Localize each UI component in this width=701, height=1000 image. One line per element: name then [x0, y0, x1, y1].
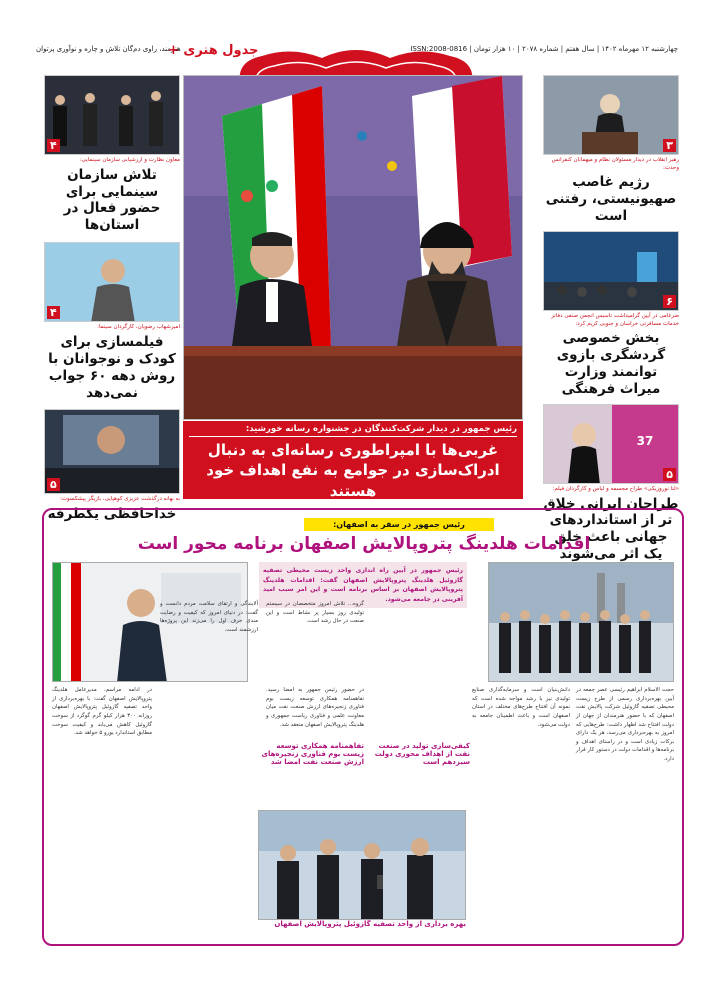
story-headline: رژیم غاصب صهیونیستی، رفتنی است: [545, 174, 677, 225]
meeting-illustration: [183, 76, 522, 420]
main-story-caption[interactable]: [183, 421, 523, 499]
left-story-1[interactable]: [44, 75, 180, 234]
puzzle-link[interactable]: جدول هنری +: [168, 43, 259, 58]
text-column-4: آلایندگی و ارتقای سلامت مردم دانست و گفت: در دنیای امروز که کیفیت و رضایت مندی حرف اول را می‌زند این پروژه‌ها ارزشمند است.: [160, 601, 258, 633]
story-photo: [44, 242, 180, 322]
story-headline: طراحان ایرانی خلاق تر از استانداردهای جهانی باعث خلق یک اثر می‌شوند: [543, 495, 679, 563]
text-column-2: دانش‌بنیان است و سرمایه‌گذاری صنایع تولیدی نیز با رشد مواجه شده است که نمونه آن افتتاح طرح‌های مختلف در استان اصفهان است و باعث اطمینان جامعه به دولت می‌شود.: [472, 687, 570, 728]
text-column-5: در حضور رئیس جمهور به امضا رسید. تفاهمنامه همکاری توسعه زیست بوم فناوری زنجیره‌های ارزش صنعت نفت میان معاونت علمی و فناوری ریاست جمهوری و هلدینگ پتروپالایش اصفهان منعقد شد.: [266, 687, 364, 728]
right-story-1[interactable]: [543, 75, 679, 225]
feature-photo-bottom[interactable]: [258, 810, 466, 920]
text-column-1: حجت الاسلام ابراهیم رئیسی عصر جمعه در آیین بهره‌برداری رسمی از طرح زیست محیطی تصفیه گازوئیل شرکت پالایش نفت اصفهان که با حضور هنرمندان از جهان از دولت افتتاح شد اظهار داشت: طرح‌هایی که امروز به بهره‌برداری می‌رسد، هر یک دارای برکات زیادی است و در راستای اهداف و برنامه‌ها و اقدامات دولت در دستور کار قرار دارد.: [576, 687, 674, 763]
story-kicker: «لنا نوروزیکی» طراح مجسمه و لباس و کارگردان فیلم:: [552, 485, 679, 492]
site-visit-illustration: [488, 563, 673, 682]
festival-illustration: [543, 405, 678, 484]
ceremony-illustration: [44, 76, 179, 155]
speaker-illustration: [543, 76, 678, 155]
story-headline: بخش خصوصی گردشگری بازوی توانمند وزارت میراث فرهنگی: [556, 330, 666, 397]
story-headline: فیلمسازی برای کودک و نوجوانان با روش دهه ۶۰ جواب نمی‌دهد: [48, 333, 176, 401]
bottom-photo-caption: بهره برداری از واحد تصفیه گازوئیل پتروپالایش اصفهان: [274, 920, 466, 928]
feature-photo-right[interactable]: [488, 562, 674, 682]
subheading-2: تفاهمنامه همکاری توسعه زیست بوم فناوری زنجیره‌های ارزش صنعت نفت امضا شد: [261, 742, 364, 766]
masthead-small: روزنامه: [416, 52, 458, 65]
left-column: [44, 75, 180, 523]
page-number: ۴: [47, 139, 60, 152]
text-column-6: در ادامه مراسم، مدیرعامل هلدینگ پتروپالایش اصفهان گفت: با بهره‌برداری از واحد تصفیه گازوئیل پتروپالایش اصفهان روزانه ۳۰۰ هزار کیلو گرم گوگرد از سوخت گازوئیل کاهش می‌یابد و کیفیت سوخت مطابق استاندارد یورو ۵ خواهد شد.: [52, 687, 152, 737]
page-number: ۵: [47, 478, 60, 491]
slogan-bar: [36, 45, 181, 53]
subheading-1: کیفی‌سازی تولید در صنعت نفت از اهداف محوری دولت سیزدهم است: [374, 742, 470, 766]
story-kicker: ضرغامی در آیین گرامیداشت تاسیس انجمن صنفی دفاتر خدمات مسافرتی خراسان و جنوبی کریم کرد:: [551, 313, 679, 327]
feature-lead: رئیس جمهور در آیین راه اندازی واحد زیست محیطی تصفیه گازوئیل هلدینگ پتروپالایش اصفهان گفت: اقدامات هلدینگ پتروپالایش اصفهان بر اساس برنامه است و این امر سبب امید آفرینی در جامعه می‌شود.: [259, 562, 467, 608]
story-photo: [543, 404, 679, 484]
page-number: ۴: [47, 306, 60, 319]
feature-box: [42, 508, 684, 946]
story-kicker: امیرشهاب رضویان، کارگردان سینما:: [97, 324, 180, 331]
story-kicker: به بهانه درگذشت عزیزی کوهپایی، بازیگر پیشکسوت:: [60, 496, 180, 503]
story-kicker: رهبر انقلاب در دیدار مسئولان نظام و میهمانان کنفرانس وحدت:: [551, 157, 679, 171]
right-story-2[interactable]: [543, 231, 679, 398]
left-story-3[interactable]: [44, 409, 180, 523]
story-headline: خداحافظی یکطرفه: [47, 506, 177, 523]
right-column: [543, 75, 679, 563]
story-photo: [44, 409, 180, 494]
story-headline: تلاش سازمان سینمایی برای حضور فعال در استان‌ها: [63, 166, 161, 234]
story-photo: [543, 231, 679, 311]
story-photo: [44, 75, 180, 155]
text-column-3: گروه... تلاش امروز متخصصان در سیستم تولیدی روز بسیار پر نشاط است و این صنعت در حال رشد است.: [266, 601, 364, 625]
interview-illustration: [258, 811, 465, 920]
slogan: هنرمند، راوی دم‌گان تلاش و چاره و نوآوری پرتوان: [36, 45, 181, 53]
page-number: ۵: [663, 468, 676, 481]
main-kicker: رئیس جمهور در دیدار شرکت‌کنندگان در جشنواره رسانه خورشید:: [189, 424, 517, 437]
feature-title[interactable]: اقدامات هلدینگ پتروپالایش اصفهان برنامه محور است: [137, 534, 591, 554]
left-story-2[interactable]: [44, 242, 180, 401]
memorial-illustration: [44, 410, 179, 494]
story-photo: [543, 75, 679, 155]
main-headline: غربی‌ها با امپراطوری رسانه‌ای به دنبال ادراک‌سازی در جوامع به نفع اهداف خود هستند: [206, 441, 500, 500]
issue-meta: چهارشنبه ۱۲ مهرماه ۱۴۰۲ | سال هفتم | شماره ۲۰۷۸ | ۱۰ هزار تومان | ISSN:2008-0816: [410, 45, 678, 53]
page-number: ۳: [663, 139, 676, 152]
conference-illustration: [543, 232, 678, 311]
main-photo[interactable]: [183, 75, 523, 420]
story-kicker: معاون نظارت و ارزشیابی سازمان سینمایی:: [79, 157, 180, 163]
feature-kicker: رئیس جمهور در سفر به اصفهان:: [304, 518, 494, 531]
page-number: ۶: [663, 295, 676, 308]
director-illustration: [44, 243, 179, 322]
svg-text:37: 37: [636, 433, 654, 448]
